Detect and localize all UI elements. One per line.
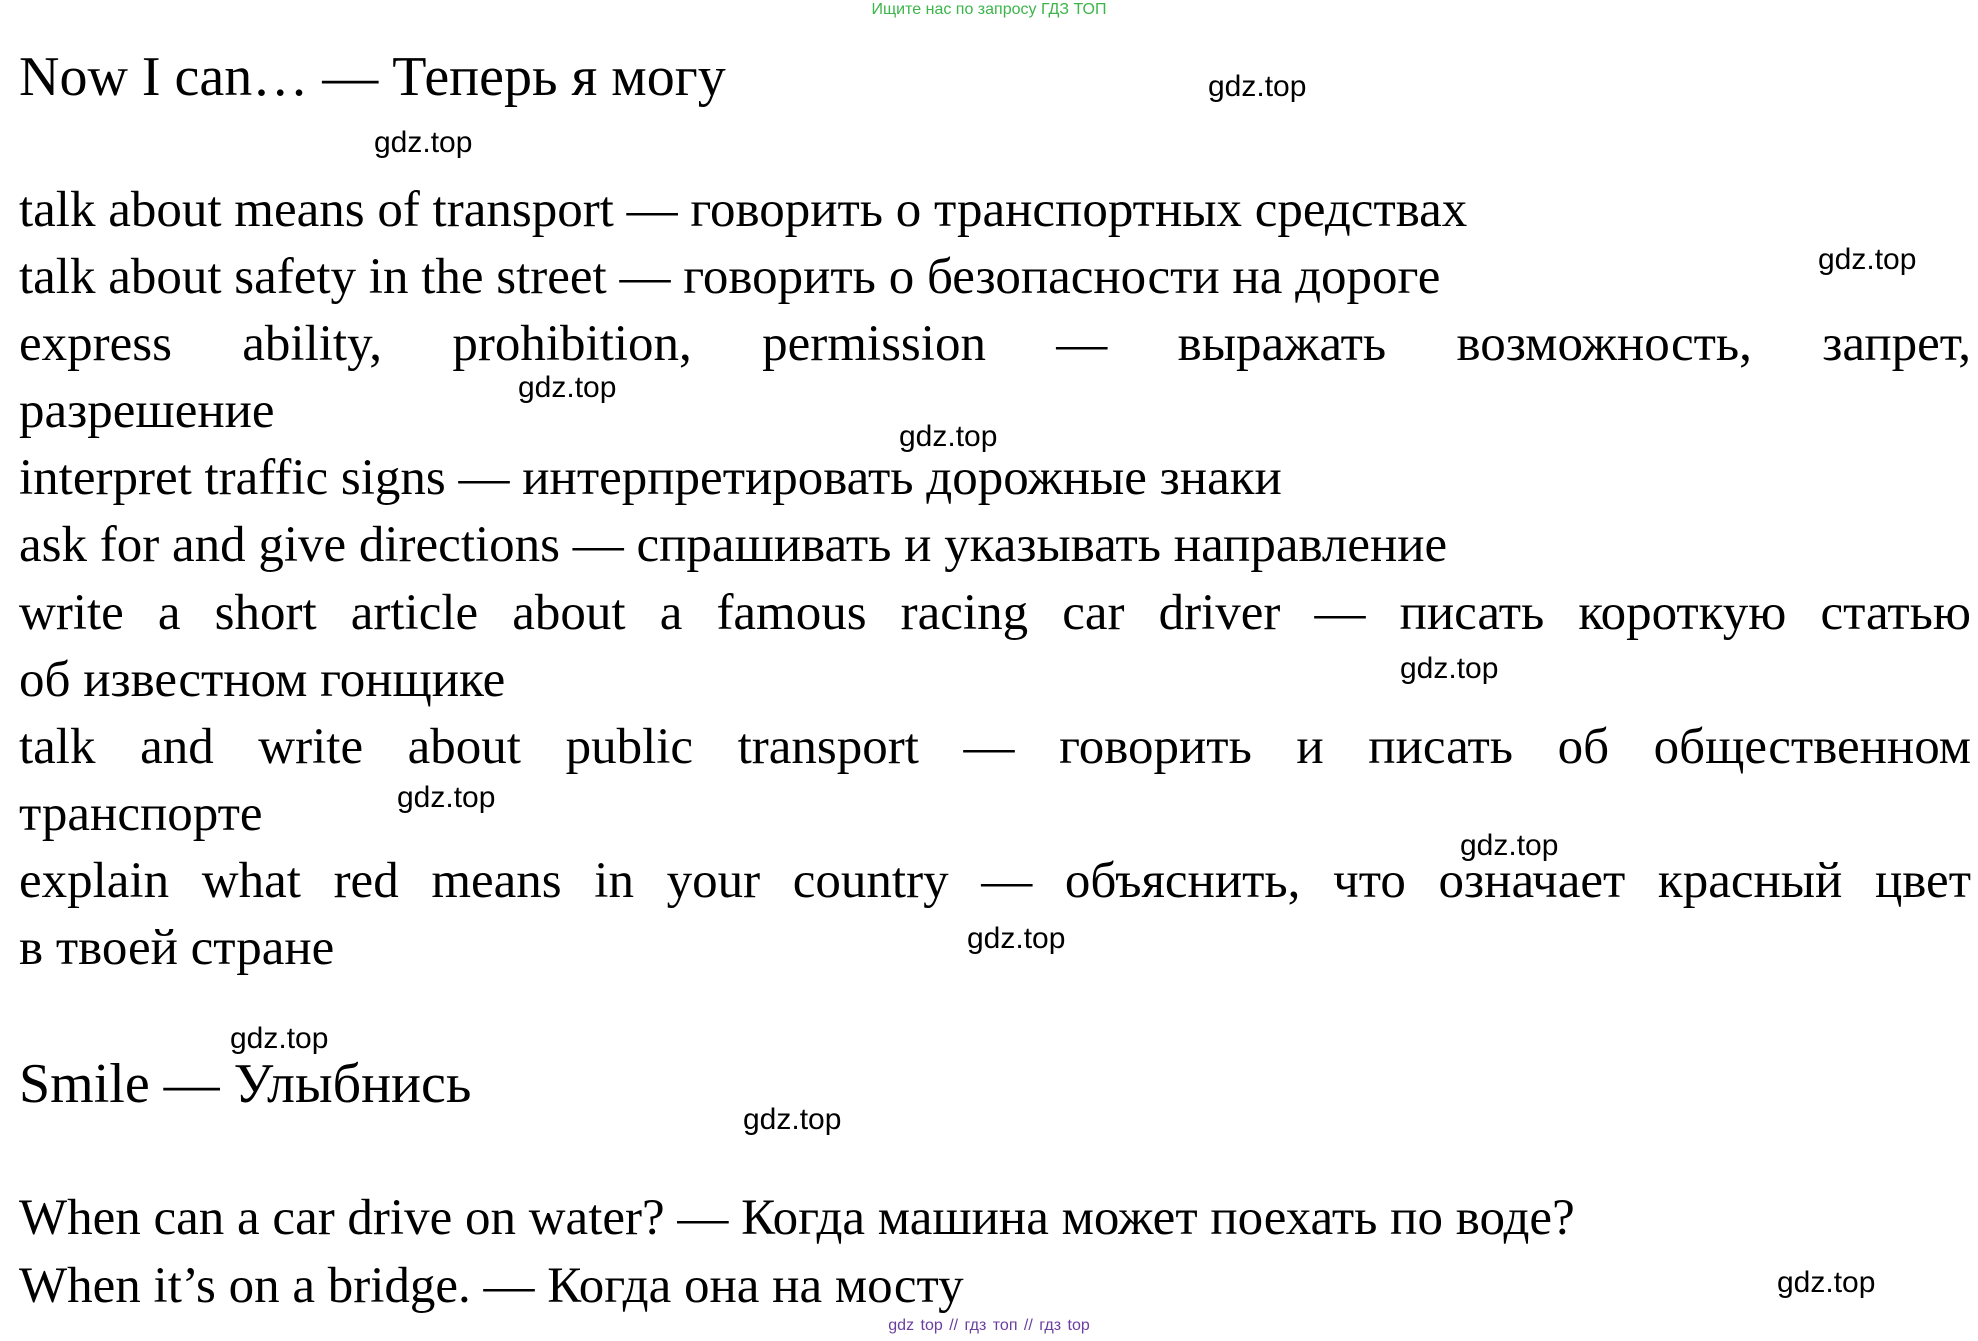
watermark: gdz.top <box>1777 1266 1876 1299</box>
text-line: talk about means of transport — говорить о транспортных средствах <box>19 182 1468 238</box>
text-line: разрешение <box>19 383 275 439</box>
watermark: gdz.top <box>743 1103 842 1136</box>
text-line: talk and write about public transport — говорить и писать об общественном <box>19 719 1971 775</box>
text-line: write a short article about a famous racing car driver — писать короткую статью <box>19 585 1971 641</box>
smile-heading: Smile — Улыбнись <box>19 1053 472 1115</box>
text-line: в твоей стране <box>19 920 335 976</box>
watermark: gdz.top <box>1400 652 1499 685</box>
joke-line: When it’s on a bridge. — Когда она на мосту <box>19 1258 964 1314</box>
watermark: gdz.top <box>1208 70 1307 103</box>
watermark: gdz.top <box>1818 243 1917 276</box>
watermark: gdz.top <box>518 371 617 404</box>
top-banner: Ищите нас по запросу ГДЗ ТОП <box>871 1 1107 18</box>
watermark: gdz.top <box>967 922 1066 955</box>
text-line: talk about safety in the street — говорить о безопасности на дороге <box>19 249 1441 305</box>
text-line: ask for and give directions — спрашивать и указывать направление <box>19 517 1448 573</box>
section-heading: Now I can… — Теперь я могу <box>19 46 726 108</box>
watermark: gdz.top <box>899 420 998 453</box>
watermark: gdz.top <box>230 1022 329 1055</box>
watermark: gdz.top <box>397 781 496 814</box>
watermark: gdz.top <box>1460 829 1559 862</box>
text-line: explain what red means in your country — объяснить, что означает красный цвет <box>19 853 1971 909</box>
joke-line: When can a car drive on water? — Когда машина может поехать по воде? <box>19 1190 1575 1246</box>
text-line: об известном гонщике <box>19 652 506 708</box>
text-line: транспорте <box>19 786 263 842</box>
footer-watermark: gdz top // гдз топ // гдз top <box>888 1317 1090 1334</box>
text-line: interpret traffic signs — интерпретировать дорожные знаки <box>19 450 1282 506</box>
watermark: gdz.top <box>374 126 473 159</box>
text-line: express ability, prohibition, permission — выражать возможность, запрет, <box>19 316 1971 372</box>
